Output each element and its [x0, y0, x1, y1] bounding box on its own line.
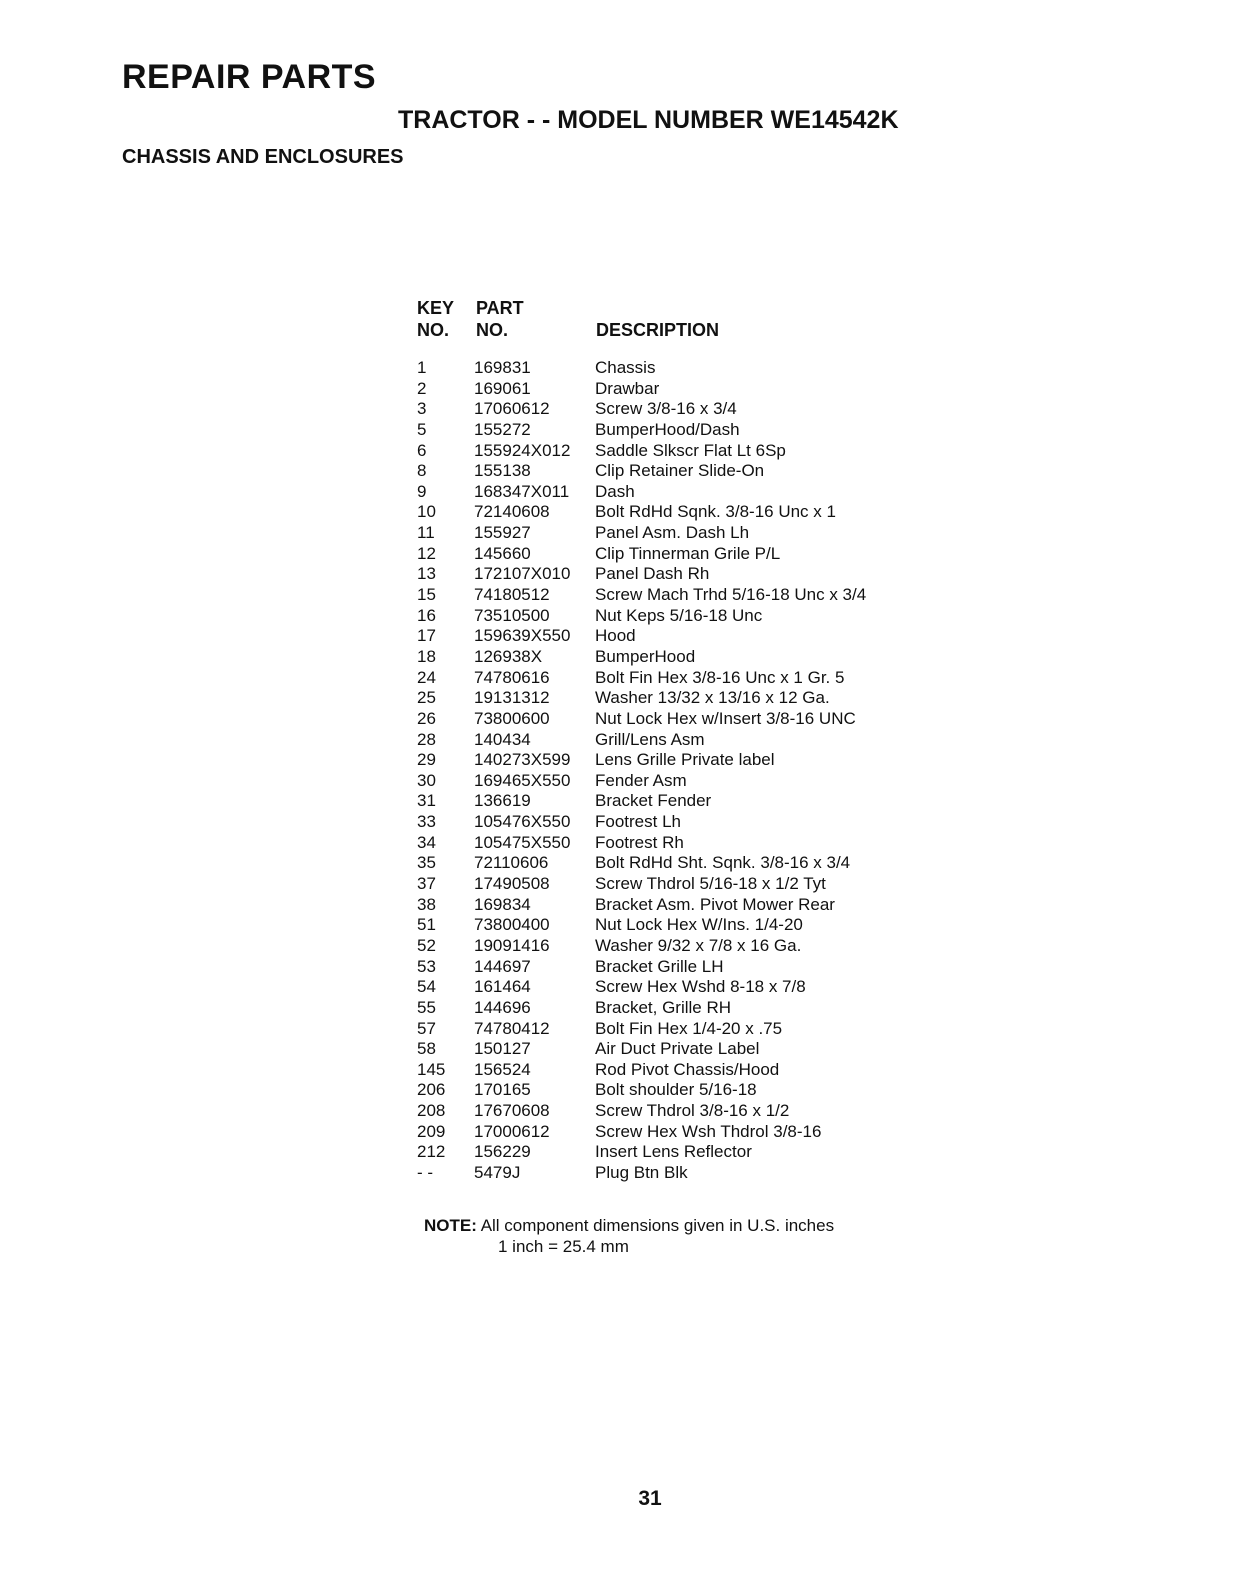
description-cell: Bolt Fin Hex 1/4-20 x .75	[595, 1018, 783, 1038]
column-header-part-line2: NO.	[476, 320, 509, 340]
note	[424, 1215, 834, 1257]
description-cell: BumperHood/Dash	[595, 419, 740, 439]
description-cell: Screw Mach Trhd 5/16-18 Unc x 3/4	[595, 585, 867, 605]
table-row	[417, 358, 977, 379]
part-number-cell: 161464	[474, 977, 531, 997]
part-number-cell: 73800400	[474, 915, 550, 935]
description-cell: Nut Lock Hex w/Insert 3/8-16 UNC	[595, 708, 856, 728]
description-cell: Hood	[595, 626, 636, 646]
table-row	[417, 585, 977, 606]
key-cell: 34	[417, 832, 436, 852]
table-row	[417, 441, 977, 462]
part-number-cell: 150127	[474, 1039, 531, 1059]
table-row	[417, 853, 977, 874]
part-number-cell: 72140608	[474, 502, 550, 522]
part-number-cell: 168347X011	[474, 481, 570, 501]
table-row	[417, 915, 977, 936]
part-number-cell: 169834	[474, 894, 531, 914]
description-cell: Washer 9/32 x 7/8 x 16 Ga.	[595, 935, 802, 955]
table-row	[417, 709, 977, 730]
part-number-cell: 74180512	[474, 585, 550, 605]
key-cell: 58	[417, 1039, 436, 1059]
table-row	[417, 833, 977, 854]
table-row	[417, 812, 977, 833]
key-cell: 33	[417, 812, 436, 832]
table-row	[417, 1039, 977, 1060]
table-row	[417, 626, 977, 647]
key-cell: 25	[417, 688, 436, 708]
key-cell: 24	[417, 667, 436, 687]
description-cell: Chassis	[595, 358, 656, 377]
key-cell: 1	[417, 358, 427, 377]
part-number-cell: 169831	[474, 358, 531, 377]
part-number-cell: 145660	[474, 543, 531, 563]
key-cell: 2	[417, 378, 427, 398]
key-cell: 6	[417, 440, 427, 460]
table-row	[417, 606, 977, 627]
part-number-cell: 17060612	[474, 399, 550, 419]
table-row	[417, 420, 977, 441]
part-number-cell: 17490508	[474, 874, 550, 894]
description-cell: Screw Hex Wsh Thdrol 3/8-16	[595, 1121, 822, 1141]
part-number-cell: 156524	[474, 1059, 531, 1079]
key-cell: 3	[417, 399, 427, 419]
note-line1: All component dimensions given in U.S. inches	[480, 1216, 835, 1235]
table-row	[417, 1122, 977, 1143]
column-header-part-no	[476, 297, 524, 341]
description-cell: Rod Pivot Chassis/Hood	[595, 1059, 780, 1079]
table-row	[417, 564, 977, 585]
key-cell: 10	[417, 502, 436, 522]
key-cell: 31	[417, 791, 436, 811]
table-row	[417, 502, 977, 523]
part-number-cell: 17000612	[474, 1121, 550, 1141]
description-cell: Lens Grille Private label	[595, 750, 775, 770]
part-number-cell: 19131312	[474, 688, 550, 708]
key-cell: 30	[417, 770, 436, 790]
key-cell: 17	[417, 626, 436, 646]
description-cell: Bracket Grille LH	[595, 956, 724, 976]
key-cell: - -	[417, 1162, 434, 1182]
note-label: NOTE:	[424, 1216, 477, 1235]
description-cell: Grill/Lens Asm	[595, 729, 705, 749]
table-row	[417, 1101, 977, 1122]
description-cell: Plug Btn Blk	[595, 1162, 688, 1182]
key-cell: 12	[417, 543, 436, 563]
part-number-cell: 73510500	[474, 605, 550, 625]
part-number-cell: 156229	[474, 1142, 531, 1162]
column-header-description: DESCRIPTION	[596, 320, 720, 340]
table-row	[417, 1163, 977, 1184]
description-cell: BumperHood	[595, 646, 696, 666]
table-row	[417, 750, 977, 771]
column-header-key-no	[417, 297, 454, 341]
description-cell: Bracket Fender	[595, 791, 712, 811]
part-number-cell: 105476X550	[474, 812, 571, 832]
table-row	[417, 544, 977, 565]
part-number-cell: 126938X	[474, 646, 543, 666]
description-cell: Footrest Rh	[595, 832, 684, 852]
table-row	[417, 791, 977, 812]
description-cell: Screw Thdrol 3/8-16 x 1/2	[595, 1101, 790, 1121]
table-row	[417, 688, 977, 709]
description-cell: Air Duct Private Label	[595, 1039, 760, 1059]
description-cell: Nut Lock Hex W/Ins. 1/4-20	[595, 915, 803, 935]
description-cell: Screw Hex Wshd 8-18 x 7/8	[595, 977, 806, 997]
part-number-cell: 144696	[474, 997, 531, 1017]
table-row	[417, 936, 977, 957]
description-cell: Bracket, Grille RH	[595, 997, 732, 1017]
key-cell: 53	[417, 956, 436, 976]
table-row	[417, 1142, 977, 1163]
part-number-cell: 72110606	[474, 853, 549, 873]
key-cell: 208	[417, 1101, 446, 1121]
description-cell: Dash	[595, 481, 635, 501]
table-row	[417, 1080, 977, 1101]
key-cell: 11	[417, 523, 435, 543]
part-number-cell: 155272	[474, 419, 531, 439]
description-cell: Footrest Lh	[595, 812, 681, 832]
description-cell: Fender Asm	[595, 770, 687, 790]
key-cell: 38	[417, 894, 436, 914]
key-cell: 209	[417, 1121, 446, 1141]
table-row	[417, 379, 977, 400]
part-number-cell: 169465X550	[474, 770, 571, 790]
table-row	[417, 895, 977, 916]
part-number-cell: 5479J	[474, 1162, 521, 1182]
description-cell: Bolt Fin Hex 3/8-16 Unc x 1 Gr. 5	[595, 667, 845, 687]
part-number-cell: 172107X010	[474, 564, 571, 584]
key-cell: 35	[417, 853, 436, 873]
part-number-cell: 170165	[474, 1080, 531, 1100]
description-cell: Washer 13/32 x 13/16 x 12 Ga.	[595, 688, 830, 708]
part-number-cell: 159639X550	[474, 626, 571, 646]
table-row	[417, 399, 977, 420]
table-row	[417, 523, 977, 544]
table-row	[417, 1060, 977, 1081]
description-cell: Bolt shoulder 5/16-18	[595, 1080, 757, 1100]
table-row	[417, 1019, 977, 1040]
part-number-cell: 136619	[474, 791, 531, 811]
table-row	[417, 957, 977, 978]
description-cell: Bracket Asm. Pivot Mower Rear	[595, 894, 835, 914]
table-row	[417, 977, 977, 998]
part-number-cell: 140273X599	[474, 750, 571, 770]
part-number-cell: 155927	[474, 523, 531, 543]
key-cell: 54	[417, 977, 436, 997]
key-cell: 55	[417, 997, 436, 1017]
description-cell: Nut Keps 5/16-18 Unc	[595, 605, 763, 625]
table-row	[417, 482, 977, 503]
key-cell: 28	[417, 729, 436, 749]
part-number-cell: 17670608	[474, 1101, 550, 1121]
table-row	[417, 461, 977, 482]
key-cell: 51	[417, 915, 436, 935]
key-cell: 9	[417, 481, 427, 501]
parts-list	[417, 358, 977, 1184]
description-cell: Clip Retainer Slide-On	[595, 461, 765, 481]
key-cell: 52	[417, 935, 436, 955]
table-row	[417, 730, 977, 751]
key-cell: 37	[417, 874, 436, 894]
description-cell: Panel Dash Rh	[595, 564, 710, 584]
description-cell: Saddle Slkscr Flat Lt 6Sp	[595, 440, 786, 460]
column-header-part-line1: PART	[476, 298, 524, 318]
description-cell: Bolt RdHd Sqnk. 3/8-16 Unc x 1	[595, 502, 836, 522]
description-cell: Bolt RdHd Sht. Sqnk. 3/8-16 x 3/4	[595, 853, 851, 873]
part-number-cell: 74780412	[474, 1018, 550, 1038]
key-cell: 5	[417, 419, 427, 439]
page-number: 31	[638, 1487, 662, 1510]
description-cell: Insert Lens Reflector	[595, 1142, 752, 1162]
part-number-cell: 105475X550	[474, 832, 571, 852]
part-number-cell: 73800600	[474, 708, 550, 728]
key-cell: 18	[417, 646, 436, 666]
description-cell: Drawbar	[595, 378, 660, 398]
key-cell: 26	[417, 708, 436, 728]
part-number-cell: 19091416	[474, 935, 550, 955]
section-heading: CHASSIS AND ENCLOSURES	[122, 146, 404, 168]
key-cell: 16	[417, 605, 436, 625]
key-cell: 206	[417, 1080, 446, 1100]
description-cell: Panel Asm. Dash Lh	[595, 523, 750, 543]
table-row	[417, 998, 977, 1019]
table-row	[417, 647, 977, 668]
description-cell: Clip Tinnerman Grile P/L	[595, 543, 781, 563]
table-row	[417, 771, 977, 792]
key-cell: 8	[417, 461, 427, 481]
column-header-key-line1: KEY	[417, 298, 455, 318]
key-cell: 15	[417, 585, 436, 605]
key-cell: 13	[417, 564, 436, 584]
key-cell: 57	[417, 1018, 436, 1038]
key-cell: 145	[417, 1059, 446, 1079]
page-title: REPAIR PARTS	[122, 58, 377, 96]
model-subtitle: TRACTOR - - MODEL NUMBER WE14542K	[398, 106, 899, 134]
part-number-cell: 155924X012	[474, 440, 571, 460]
key-cell: 29	[417, 750, 436, 770]
column-header-key-line2: NO.	[417, 320, 450, 340]
description-cell: Screw 3/8-16 x 3/4	[595, 399, 737, 419]
note-line2: 1 inch = 25.4 mm	[498, 1237, 629, 1256]
description-cell: Screw Thdrol 5/16-18 x 1/2 Tyt	[595, 874, 826, 894]
table-row	[417, 874, 977, 895]
key-cell: 212	[417, 1142, 446, 1162]
table-row	[417, 668, 977, 689]
part-number-cell: 155138	[474, 461, 531, 481]
part-number-cell: 144697	[474, 956, 531, 976]
part-number-cell: 169061	[474, 378, 531, 398]
part-number-cell: 74780616	[474, 667, 550, 687]
part-number-cell: 140434	[474, 729, 531, 749]
